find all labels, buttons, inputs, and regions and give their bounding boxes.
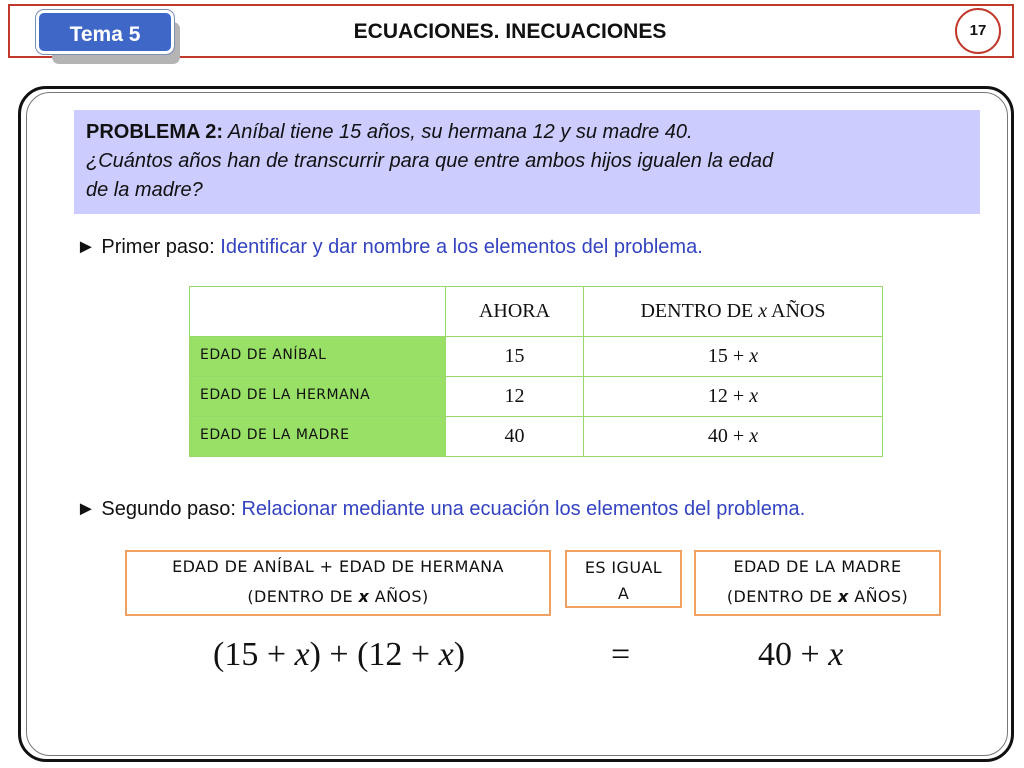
relation-children-suffix: AÑOS) [369,587,429,606]
eq-rhs-var: x [828,636,844,673]
problem-text-line1: Aníbal tiene 15 años, su hermana 12 y su madre 40. [223,121,693,143]
step-2-text: Relacionar mediante una ecuación los elementos del problema. [241,498,806,520]
row-later-num: 15 + [707,345,750,367]
table-header-later [584,287,883,337]
relation-children-var: x [358,587,370,606]
problem-box [74,110,980,214]
row-later-var: x [749,345,759,367]
relation-mother-suffix: AÑOS) [848,587,909,606]
table-header-later-prefix: DENTRO DE [640,300,759,322]
eq-rhs-num: 40 + [758,636,829,673]
problem-text-line3: de la madre? [86,179,203,201]
table-header-later-suffix: AÑOS [767,300,826,322]
relation-box-children [125,550,551,616]
step-1-text: Identificar y dar nombre a los elementos del problema. [220,236,703,258]
eq-part-2: ) + (12 + [309,636,439,673]
relation-equals-line1: ES IGUAL [584,558,663,577]
row-now-value: 12 [446,377,584,417]
row-now-value: 15 [446,337,584,377]
page-title: ECUACIONES. INECUACIONES [353,20,667,43]
relation-box-equals [565,550,682,608]
eq-var-2: x [438,636,454,673]
relation-children-line1: EDAD DE ANÍBAL + EDAD DE HERMANA [172,557,504,576]
relation-children-line2 [127,582,549,612]
table-row [190,377,883,417]
table-row [190,417,883,457]
row-later-var: x [749,425,759,447]
table-header-row [190,287,883,337]
ages-table [189,286,883,457]
bullet-arrow-icon: ► [76,498,96,520]
row-later-num: 40 + [707,425,750,447]
equation-lhs [213,636,465,674]
step-2 [76,498,805,521]
relation-mother-line1: EDAD DE LA MADRE [733,557,902,576]
relation-box-mother [694,550,941,616]
row-now-value: 40 [446,417,584,457]
row-later-value [584,337,883,377]
bullet-arrow-icon: ► [76,236,96,258]
relation-children-prefix: (DENTRO DE [247,587,359,606]
table-header-later-var: x [758,300,768,322]
problem-text-line2: ¿Cuántos años han de transcurrir para que entre ambos hijos igualen la edad [86,150,774,172]
eq-part-3: ) [453,636,466,673]
table-header-now: AHORA [446,287,584,337]
step-1-label: Primer paso: [101,236,215,258]
step-1 [76,236,703,259]
page-number: 17 [955,8,1001,54]
equation-rhs [758,636,843,674]
equation-equals: = [611,636,631,673]
eq-var-1: x [294,636,310,673]
relation-mother-prefix: (DENTRO DE [726,587,838,606]
table-header-empty [190,287,446,337]
relation-mother-var: x [838,587,849,606]
relation-mother-line2 [696,582,939,612]
relation-equals-line2: A [617,584,630,603]
row-later-var: x [749,385,759,407]
row-later-value [584,417,883,457]
row-label: EDAD DE LA MADRE [190,417,446,457]
table-row [190,337,883,377]
row-label: EDAD DE ANÍBAL [190,337,446,377]
problem-label: PROBLEMA 2: [86,121,224,143]
row-later-num: 12 + [707,385,750,407]
tema-badge: Tema 5 [36,10,174,54]
row-later-value [584,377,883,417]
row-label: EDAD DE LA HERMANA [190,377,446,417]
eq-part-1: (15 + [213,636,295,673]
step-2-label: Segundo paso: [101,498,236,520]
